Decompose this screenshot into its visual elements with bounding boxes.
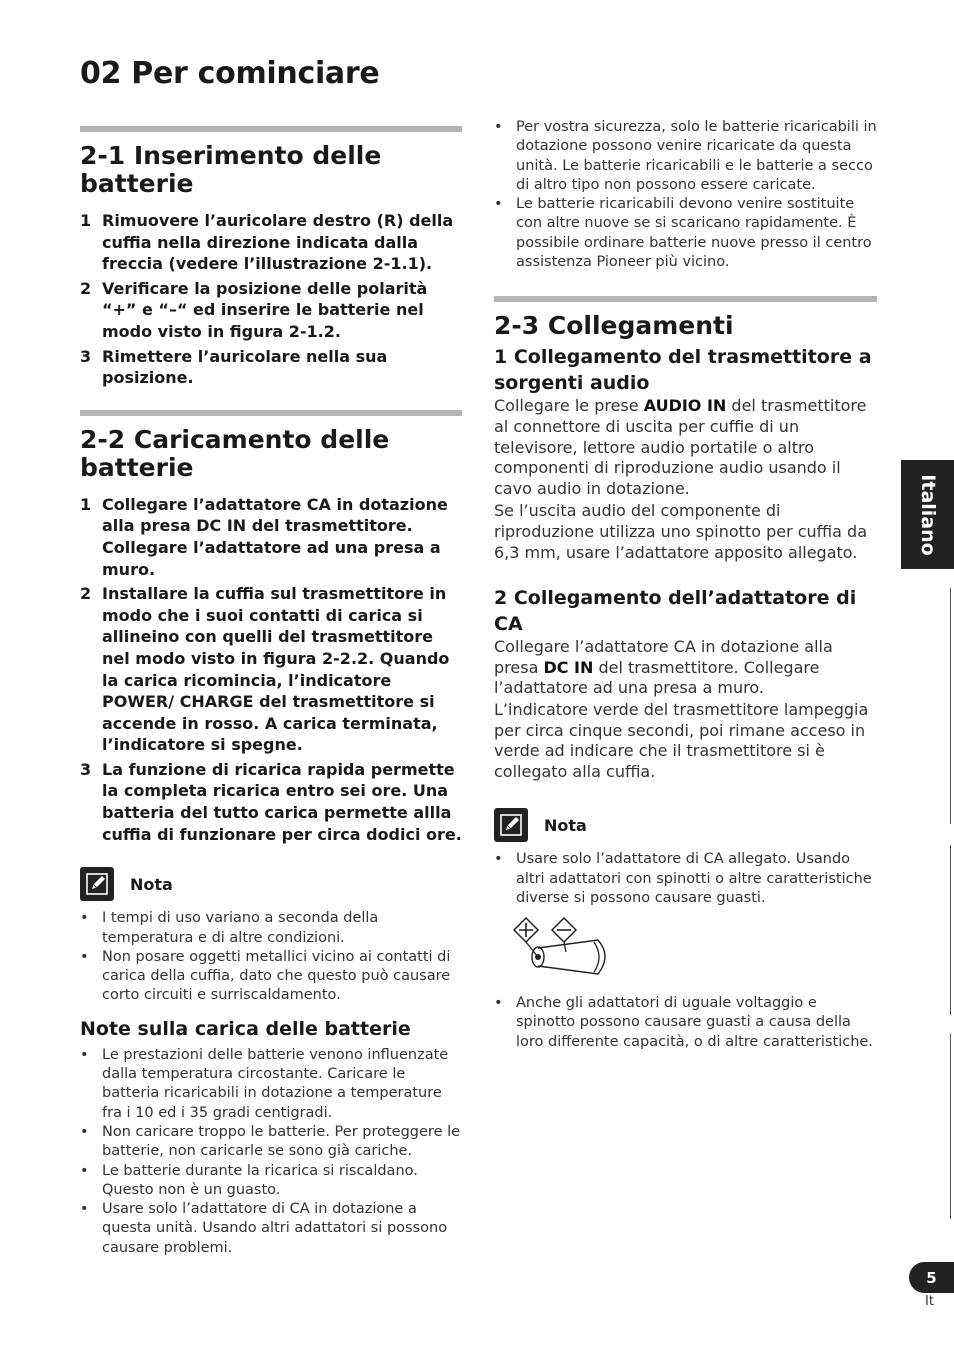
list-item (80, 948, 462, 1006)
charging-notes-title: Note sulla carica delle batterie (80, 1017, 411, 1040)
charging-details-list (80, 1046, 462, 1258)
list-item (80, 1200, 462, 1258)
subsection-title-ac-adapter: 2 Collegamento dell’adattatore di CA (494, 587, 857, 636)
step-number: 2 (80, 278, 92, 298)
bullet-dot: • (80, 1123, 89, 1140)
list-item (494, 118, 877, 195)
step-text: Rimuovere l’auricolare destro (R) della cuffia nella direzione indicata dalla freccia (vedere l’illustrazione 2-1.1). (102, 211, 454, 274)
list-item-text: Le batterie ricaricabili devono venire sostituite con altre nuove se si scaricano rapidamente. È possibile ordinare batterie nuove presso il centro assistenza Pioneer più vicino. (516, 196, 872, 271)
bullet-dot: • (80, 948, 89, 965)
list-item-text: Usare solo l’adattatore di CA in dotazione a questa unità. Usando altri adattatori si possono causare problemi. (102, 1201, 448, 1256)
list-item-text: Le batterie durante la ricarica si riscaldano. Questo non è un guasto. (102, 1162, 418, 1198)
step-item (80, 210, 462, 275)
list-item-text: Non posare oggetti metallici vicino ai contatti di carica della cuffia, dato che questo può causare corto circuiti e surriscaldamento. (102, 948, 451, 1004)
paragraph: Se l’uscita audio del componente di riproduzione utilizza uno spinotto per cuffia da 6,3 mm, usare l’adattatore apposito allegato. (494, 501, 867, 562)
bullet-dot: • (494, 119, 503, 135)
step-number: 1 (80, 211, 92, 230)
list-item-text: I tempi di uso variano a seconda della temperatura e di altre condizioni. (102, 910, 379, 946)
list-item-text: Anche gli adattatori di uguale voltaggio e spinotto possono causare guasti a causa della loro differente capacità, o di altre caratteristiche. (516, 995, 873, 1050)
list-item (80, 1162, 462, 1201)
text-run: del trasmettitore al connettore di uscita per cuffie di un televisore, lettore audio portatile o altro componenti di riproduzione audio usando il cavo audio in dotazione. (494, 396, 867, 498)
side-divider-line (950, 845, 951, 1015)
step-number: 2 (80, 584, 92, 604)
audio-in-label: AUDIO IN (643, 396, 727, 416)
page-number-badge: 5 (909, 1262, 954, 1293)
note-label: Nota (130, 874, 173, 894)
list-item-text: Le prestazioni delle batterie venono influenzate dalla temperatura circostante. Caricare le batteria ricaricabili in dotazione a temperature fra i 10 ed i 35 gradi centigradi. (102, 1046, 449, 1121)
step-item (80, 346, 462, 389)
note-header (80, 867, 462, 901)
section-title-battery-charging: 2-2 Caricamento delle batterie (80, 424, 390, 482)
step-item (80, 494, 462, 580)
section-divider (80, 410, 462, 416)
step-text: Collegare l’adattatore CA in dotazione alla presa DC IN del trasmettitore. Collegare l’adattatore ad una presa a muro. (102, 494, 448, 579)
step-item (80, 759, 462, 845)
step-number: 1 (80, 494, 92, 514)
battery-charging-steps (80, 494, 462, 846)
bullet-dot: • (80, 1046, 89, 1063)
section-title-battery-insertion: 2-1 Inserimento delle batterie (80, 141, 382, 198)
language-tab-label: Italiano (916, 473, 939, 556)
text-run: Collegare le prese (494, 396, 644, 416)
paragraph: L’indicatore verde del trasmettitore lampeggia per circa cinque secondi, poi rimane acceso in verde ad indicare che il trasmettitore si è collegato alla cuffia. (494, 699, 869, 781)
charging-notes-list (80, 909, 462, 1005)
adapter-notes-list (494, 850, 877, 908)
note-header (494, 808, 877, 842)
pencil-note-icon (494, 808, 528, 842)
note-label: Nota (544, 815, 587, 835)
bullet-dot: • (80, 910, 89, 927)
side-divider-line (950, 588, 951, 824)
paragraph (494, 637, 877, 699)
battery-safety-list (494, 118, 877, 272)
step-text: Rimettere l’auricolare nella sua posizione. (102, 346, 388, 388)
right-column (494, 118, 877, 1052)
list-item (80, 909, 462, 948)
list-item (494, 994, 877, 1052)
list-item (80, 1046, 462, 1123)
left-column (80, 126, 462, 1258)
bullet-dot: • (494, 196, 503, 213)
language-code: It (925, 1294, 934, 1309)
page-title: 02 Per cominciare (80, 56, 380, 91)
section-divider (80, 126, 462, 132)
list-item (494, 195, 877, 272)
dc-in-label: DC IN (543, 657, 594, 677)
step-number: 3 (80, 759, 92, 779)
list-item (494, 850, 877, 908)
step-text: La funzione di ricarica rapida permette la completa ricarica entro sei ore. Una batteria del tutto carica permette allla cuffia di funzionare per circa dodici ore. (102, 759, 462, 844)
bullet-dot: • (494, 851, 503, 868)
step-number: 3 (80, 346, 92, 366)
polarity-plug-icon (508, 914, 608, 984)
list-item-text: Usare solo l’adattatore di CA allegato. Usando altri adattatori con spinotti o altre caratteristiche diverse si possono causare guasti. (516, 851, 872, 906)
step-item (80, 583, 462, 756)
step-text: Installare la cuffia sul trasmettitore in modo che i suoi contatti di carica si allineino con quelli del trasmettitore nel modo visto in figura 2-2.2. Quando la carica ricomincia, l’indicatore POWER/ CHARGE del trasmettitore si accende in rosso. A carica terminata, l’indicatore si spegne. (102, 584, 450, 755)
adapter-notes-list-continued (494, 994, 877, 1052)
subsection-title-audio-sources: 1 Collegamento del trasmettitore a sorgenti audio (494, 346, 872, 395)
list-item-text: Non caricare troppo le batterie. Per proteggere le batterie, non caricarle se sono già cariche. (102, 1123, 461, 1160)
section-title-connections: 2-3 Collegamenti (494, 311, 734, 341)
step-item (80, 278, 462, 343)
list-item-text: Per vostra sicurezza, solo le batterie ricaricabili in dotazione possono venire ricaricate da questa unità. Le batterie ricaricabili e le batterie a secco di altro tipo non possono essere caricate. (516, 119, 877, 193)
bullet-dot: • (494, 995, 503, 1012)
bullet-dot: • (80, 1201, 89, 1218)
battery-insertion-steps (80, 210, 462, 389)
text-run: del trasmettitore. Collegare l’adattatore ad una presa a muro. (494, 657, 820, 698)
bullet-dot: • (80, 1162, 89, 1179)
text-run: Collegare l’adattatore CA in dotazione alla presa (494, 637, 833, 677)
side-divider-line (950, 1034, 951, 1219)
pencil-note-icon (80, 867, 114, 901)
plug-polarity-illustration (508, 914, 877, 988)
step-text: Verificare la posizione delle polarità “+” e “–“ ed inserire le batterie nel modo visto in figura 2-1.2. (102, 278, 428, 341)
section-divider (494, 296, 877, 302)
language-tab (901, 460, 954, 569)
list-item (80, 1123, 462, 1162)
paragraph (494, 396, 877, 499)
